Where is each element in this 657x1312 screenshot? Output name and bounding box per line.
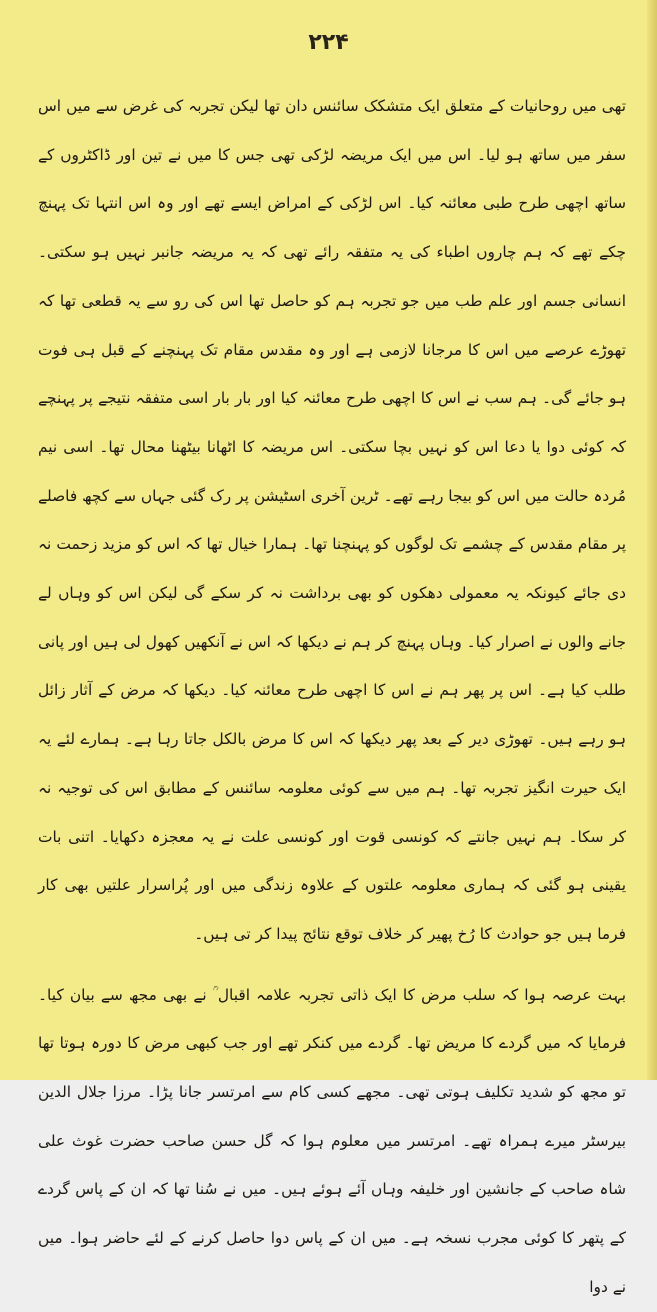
paragraph-1: تھی میں روحانیات کے متعلق ایک متشکک سائنس دان تھا لیکن تجربہ کی غرض سے میں اس سفر میں ساتھ ہو لیا۔ اس میں ایک مریضہ لڑکی تھی جس کا میں نے تین اور ڈاکٹروں کے ساتھ اچھی طرح طبی معائنہ کیا۔ اس لڑکی کے امراض ایسے تھے اور وہ اس انتہا تک پہنچ چکے تھے کہ ہم چاروں اطباء کی یہ متفقہ رائے تھی کہ یہ مریضہ جانبر نہیں ہو سکتی۔ انسانی جسم اور علم طب میں جو تجربہ ہم کو حاصل تھا اس کی رو سے یہ قطعی تھا کہ تھوڑے عرصے میں اس کا مرجانا لازمی ہے اور وہ مقدس مقام تک پہنچنے کے قبل ہی فوت ہو جائے گی۔ ہم سب نے اس کا اچھی طرح معائنہ کیا اور بار بار اسی متفقہ نتیجے پر پہنچے کہ کوئی دوا یا دعا اس کو نہیں بچا سکتی۔ اس مریضہ کا اٹھانا بیٹھنا محال تھا۔ اسی نیم مُردہ حالت میں اس کو بیجا رہے تھے۔ ٹرین آخری اسٹیشن پر رک گئی جہاں سے کچھ فاصلے پر مقام مقدس کے چشمے تک لوگوں کو پہنچنا تھا۔ ہمارا خیال تھا کہ اس کو مزید زحمت نہ دی جائے کیونکہ یہ معمولی دھکوں کو بھی برداشت نہ کر سکے گی لیکن اس کو وہاں لے جانے والوں نے اصرار کیا۔ وہاں پہنچ کر ہم نے دیکھا کہ اس نے آنکھیں کھول لی ہیں اور پانی طلب کیا ہے۔ اس پر پھر ہم نے اس کا اچھی طرح معائنہ کیا۔ دیکھا کہ مرض کے آثار زائل ہو رہے ہیں۔ تھوڑی دیر کے بعد پھر دیکھا کہ اس کا مرض بالکل جاتا رہا ہے۔ ہمارے لئے یہ ایک حیرت انگیز تجربہ تھا۔ ہم میں سے کوئی معلومہ سائنس کے مطابق اس کی توجیہ نہ کر سکا۔ ہم نہیں جانتے کہ کونسی قوت اور کونسی علت نے یہ معجزہ دکھایا۔ اتنی بات یقینی ہو گئی کہ ہماری معلومہ علتوں کے علاوہ زندگی میں اور پُراسرار علتیں بھی کار فرما ہیں جو حوادث کا رُخ پھیر کر خلاف توقع نتائج پیدا کر تی ہیں۔ (38, 97, 626, 943)
page-number: ۲۲۴ (308, 30, 349, 55)
page-body (38, 82, 626, 1312)
paragraph-2: بہت عرصہ ہوا کہ سلب مرض کا ایک ذاتی تجربہ علامہ اقبال ؒ نے بھی مجھ سے بیان کیا۔ فرمایا کہ میں گردے کا مریض تھا۔ گردے میں کنکر تھے اور جب کبھی مرض کا دورہ ہوتا تھا تو مجھ کو شدید تکلیف ہوتی تھی۔ مجھے کسی کام سے امرتسر جانا پڑا۔ مرزا جلال الدین بیرسٹر میرے ہمراہ تھے۔ امرتسر میں معلوم ہوا کہ گل حسن صاحب حضرت غوث علی شاہ صاحب کے جانشین اور خلیفہ وہاں آئے ہوئے ہیں۔ میں نے سُنا تھا کہ ان کے پاس گردے کے پتھر کا کوئی مجرب نسخہ ہے۔ میں ان کے پاس دوا حاصل کرنے کے لئے حاضر ہوا۔ میں نے دوا (38, 985, 626, 1296)
page-edge-shadow (647, 0, 657, 1080)
